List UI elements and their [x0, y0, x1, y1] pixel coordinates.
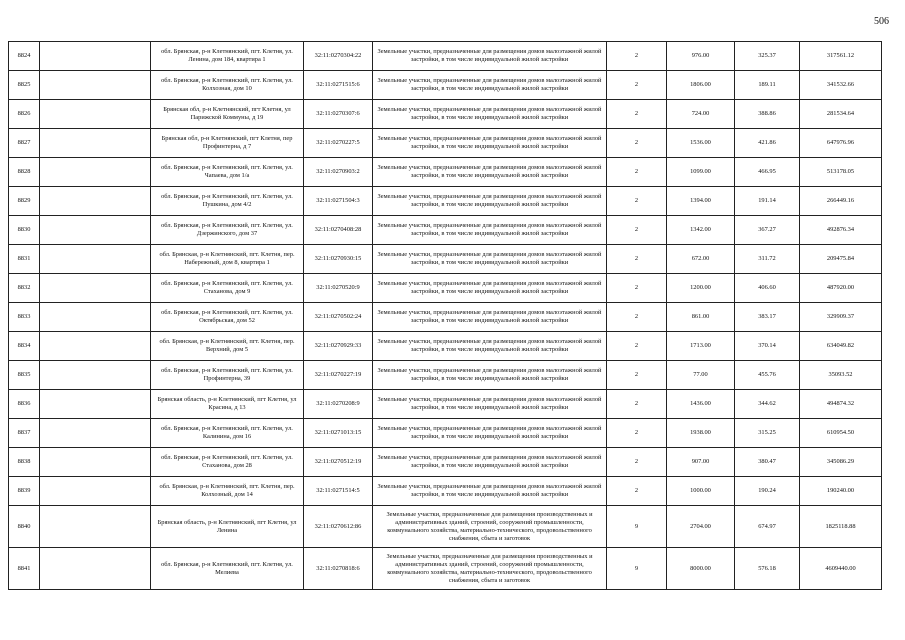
cadastral-number-cell: 32:11:0271013:15: [304, 419, 373, 448]
cadastral-value-cell: 610954.50: [800, 419, 882, 448]
unit-value-cell: 325.37: [735, 42, 800, 71]
cadastral-value-cell: 266449.16: [800, 187, 882, 216]
row-number-cell: 8841: [9, 548, 40, 590]
spacer-cell: [40, 548, 151, 590]
row-number-cell: 8840: [9, 506, 40, 548]
unit-value-cell: 315.25: [735, 419, 800, 448]
permitted-use-cell: Земельные участки, предназначенные для размещения домов малоэтажной жилой застройки, в том числе индивидуальной жилой застройки: [373, 245, 607, 274]
area-cell: 1938.00: [667, 419, 735, 448]
spacer-cell: [40, 361, 151, 390]
address-cell: обл. Брянская, р-н Клетнянский, пгт. Клетня, ул. Колхозная, дом 10: [151, 71, 304, 100]
category-cell: 2: [607, 129, 667, 158]
row-number-cell: 8831: [9, 245, 40, 274]
permitted-use-cell: Земельные участки, предназначенные для размещения домов малоэтажной жилой застройки, в том числе индивидуальной жилой застройки: [373, 216, 607, 245]
spacer-cell: [40, 390, 151, 419]
row-number-cell: 8825: [9, 71, 40, 100]
cadastral-value-cell: 190240.00: [800, 477, 882, 506]
permitted-use-cell: Земельные участки, предназначенные для размещения домов малоэтажной жилой застройки, в том числе индивидуальной жилой застройки: [373, 42, 607, 71]
area-cell: 1436.00: [667, 390, 735, 419]
category-cell: 2: [607, 274, 667, 303]
spacer-cell: [40, 71, 151, 100]
cadastral-number-cell: 32:11:0270612:86: [304, 506, 373, 548]
spacer-cell: [40, 158, 151, 187]
category-cell: 2: [607, 448, 667, 477]
category-cell: 2: [607, 390, 667, 419]
row-number-cell: 8827: [9, 129, 40, 158]
spacer-cell: [40, 332, 151, 361]
cadastral-number-cell: 32:11:0270930:15: [304, 245, 373, 274]
area-cell: 77.00: [667, 361, 735, 390]
cadastral-number-cell: 32:11:0270929:33: [304, 332, 373, 361]
cadastral-value-cell: 494874.32: [800, 390, 882, 419]
category-cell: 2: [607, 303, 667, 332]
cadastral-value-table: [8, 41, 882, 590]
spacer-cell: [40, 187, 151, 216]
unit-value-cell: 367.27: [735, 216, 800, 245]
table-row: [9, 303, 882, 332]
area-cell: 2704.00: [667, 506, 735, 548]
permitted-use-cell: Земельные участки, предназначенные для размещения домов малоэтажной жилой застройки, в том числе индивидуальной жилой застройки: [373, 303, 607, 332]
unit-value-cell: 674.97: [735, 506, 800, 548]
table-row: [9, 245, 882, 274]
cadastral-number-cell: 32:11:0270512:19: [304, 448, 373, 477]
address-cell: обл. Брянская, р-н Клетнянский, пгт. Клетня, ул. Калинина, дом 16: [151, 419, 304, 448]
table-row: [9, 548, 882, 590]
cadastral-value-cell: 4609440.00: [800, 548, 882, 590]
address-cell: Брянская область, р-н Клетнянский, пгт Клетня, ул Красина, д 13: [151, 390, 304, 419]
address-cell: обл. Брянская, р-н Клетнянский, пгт. Клетня, ул. Стаханова, дом 28: [151, 448, 304, 477]
address-cell: Брянская область, р-н Клетнянский, пгт Клетня, ул Ленина: [151, 506, 304, 548]
table-row: [9, 158, 882, 187]
permitted-use-cell: Земельные участки, предназначенные для размещения домов малоэтажной жилой застройки, в том числе индивидуальной жилой застройки: [373, 71, 607, 100]
table-body: [9, 42, 882, 590]
category-cell: 2: [607, 245, 667, 274]
table-row: [9, 332, 882, 361]
cadastral-number-cell: 32:11:0270227:19: [304, 361, 373, 390]
address-cell: обл. Брянская, р-н Клетнянский, пгт. Клетня, пер. Колхозный, дом 14: [151, 477, 304, 506]
category-cell: 2: [607, 477, 667, 506]
permitted-use-cell: Земельные участки, предназначенные для размещения домов малоэтажной жилой застройки, в том числе индивидуальной жилой застройки: [373, 361, 607, 390]
unit-value-cell: 421.86: [735, 129, 800, 158]
row-number-cell: 8836: [9, 390, 40, 419]
category-cell: 2: [607, 187, 667, 216]
area-cell: 1099.00: [667, 158, 735, 187]
row-number-cell: 8835: [9, 361, 40, 390]
cadastral-value-cell: 492876.34: [800, 216, 882, 245]
cadastral-number-cell: 32:11:0270903:2: [304, 158, 373, 187]
cadastral-value-cell: 341532.66: [800, 71, 882, 100]
category-cell: 2: [607, 100, 667, 129]
address-cell: обл. Брянская, р-н Клетнянский, пгт. Клетня, пер. Набережный, дом 8, квартира 1: [151, 245, 304, 274]
row-number-cell: 8829: [9, 187, 40, 216]
cadastral-number-cell: 32:11:0270502:24: [304, 303, 373, 332]
address-cell: обл. Брянская, р-н Клетнянский, пгт. Клетня, ул. Пушкина, дом 4/2: [151, 187, 304, 216]
row-number-cell: 8832: [9, 274, 40, 303]
area-cell: 8000.00: [667, 548, 735, 590]
table-row: [9, 187, 882, 216]
permitted-use-cell: Земельные участки, предназначенные для размещения домов малоэтажной жилой застройки, в том числе индивидуальной жилой застройки: [373, 100, 607, 129]
address-cell: обл. Брянская, р-н Клетнянский, пгт. Клетня, ул. Октябрьская, дом 52: [151, 303, 304, 332]
address-cell: обл. Брянская, р-н Клетнянский, пгт. Клетня, ул. Мелиева: [151, 548, 304, 590]
row-number-cell: 8833: [9, 303, 40, 332]
category-cell: 2: [607, 42, 667, 71]
unit-value-cell: 344.62: [735, 390, 800, 419]
unit-value-cell: 190.24: [735, 477, 800, 506]
permitted-use-cell: Земельные участки, предназначенные для размещения производственных и административных зданий, строений, сооружений промышленности, коммунального хозяйства, материально-технического, продовольственного снабжения, сбыта и заготовок: [373, 506, 607, 548]
spacer-cell: [40, 448, 151, 477]
permitted-use-cell: Земельные участки, предназначенные для размещения домов малоэтажной жилой застройки, в том числе индивидуальной жилой застройки: [373, 158, 607, 187]
page-number: 506: [874, 16, 889, 27]
table-row: [9, 448, 882, 477]
permitted-use-cell: Земельные участки, предназначенные для размещения домов малоэтажной жилой застройки, в том числе индивидуальной жилой застройки: [373, 129, 607, 158]
table-row: [9, 71, 882, 100]
spacer-cell: [40, 245, 151, 274]
area-cell: 861.00: [667, 303, 735, 332]
cadastral-value-cell: 1825118.88: [800, 506, 882, 548]
address-cell: обл. Брянская, р-н Клетнянский, пгт. Клетня, ул. Ленина, дом 184, квартира 1: [151, 42, 304, 71]
cadastral-value-cell: 329909.37: [800, 303, 882, 332]
cadastral-value-cell: 281534.64: [800, 100, 882, 129]
area-cell: 1806.00: [667, 71, 735, 100]
table-row: [9, 477, 882, 506]
row-number-cell: 8826: [9, 100, 40, 129]
area-cell: 1394.00: [667, 187, 735, 216]
table-row: [9, 129, 882, 158]
spacer-cell: [40, 42, 151, 71]
spacer-cell: [40, 216, 151, 245]
spacer-cell: [40, 419, 151, 448]
row-number-cell: 8834: [9, 332, 40, 361]
row-number-cell: 8824: [9, 42, 40, 71]
address-cell: Брянская обл, р-н Клетнянский, пгт Клетня, ул Парижской Коммуны, д 19: [151, 100, 304, 129]
area-cell: 1000.00: [667, 477, 735, 506]
row-number-cell: 8830: [9, 216, 40, 245]
permitted-use-cell: Земельные участки, предназначенные для размещения производственных и административных зданий, строений, сооружений промышленности, коммунального хозяйства, материально-технического, продовольственного снабжения, сбыта и заготовок: [373, 548, 607, 590]
cadastral-value-cell: 634049.82: [800, 332, 882, 361]
area-cell: 1200.00: [667, 274, 735, 303]
cadastral-number-cell: 32:11:0270227:5: [304, 129, 373, 158]
unit-value-cell: 406.60: [735, 274, 800, 303]
table-row: [9, 506, 882, 548]
permitted-use-cell: Земельные участки, предназначенные для размещения домов малоэтажной жилой застройки, в том числе индивидуальной жилой застройки: [373, 448, 607, 477]
row-number-cell: 8839: [9, 477, 40, 506]
unit-value-cell: 388.86: [735, 100, 800, 129]
permitted-use-cell: Земельные участки, предназначенные для размещения домов малоэтажной жилой застройки, в том числе индивидуальной жилой застройки: [373, 419, 607, 448]
category-cell: 2: [607, 419, 667, 448]
cadastral-number-cell: 32:11:0271515:6: [304, 71, 373, 100]
category-cell: 2: [607, 158, 667, 187]
cadastral-number-cell: 32:11:0271504:3: [304, 187, 373, 216]
cadastral-number-cell: 32:11:0271514:5: [304, 477, 373, 506]
cadastral-number-cell: 32:11:0270307:6: [304, 100, 373, 129]
category-cell: 9: [607, 506, 667, 548]
area-cell: 672.00: [667, 245, 735, 274]
address-cell: Брянская обл, р-н Клетнянский, пгт Клетня, пер Профинтерна, д 7: [151, 129, 304, 158]
permitted-use-cell: Земельные участки, предназначенные для размещения домов малоэтажной жилой застройки, в том числе индивидуальной жилой застройки: [373, 332, 607, 361]
cadastral-number-cell: 32:11:0270208:9: [304, 390, 373, 419]
unit-value-cell: 383.17: [735, 303, 800, 332]
cadastral-value-cell: 345086.29: [800, 448, 882, 477]
table-row: [9, 361, 882, 390]
table-row: [9, 419, 882, 448]
address-cell: обл. Брянская, р-н Клетнянский, пгт. Клетня, ул. Стаханова, дом 9: [151, 274, 304, 303]
unit-value-cell: 466.95: [735, 158, 800, 187]
unit-value-cell: 576.18: [735, 548, 800, 590]
row-number-cell: 8838: [9, 448, 40, 477]
table-row: [9, 216, 882, 245]
permitted-use-cell: Земельные участки, предназначенные для размещения домов малоэтажной жилой застройки, в том числе индивидуальной жилой застройки: [373, 274, 607, 303]
permitted-use-cell: Земельные участки, предназначенные для размещения домов малоэтажной жилой застройки, в том числе индивидуальной жилой застройки: [373, 390, 607, 419]
permitted-use-cell: Земельные участки, предназначенные для размещения домов малоэтажной жилой застройки, в том числе индивидуальной жилой застройки: [373, 477, 607, 506]
address-cell: обл. Брянская, р-н Клетнянский, пгт. Клетня, ул. Профинтерна, 39: [151, 361, 304, 390]
area-cell: 1713.00: [667, 332, 735, 361]
area-cell: 1342.00: [667, 216, 735, 245]
spacer-cell: [40, 303, 151, 332]
unit-value-cell: 191.14: [735, 187, 800, 216]
address-cell: обл. Брянская, р-н Клетнянский, пгт. Клетня, ул. Чапаева, дом 1/а: [151, 158, 304, 187]
area-cell: 907.00: [667, 448, 735, 477]
cadastral-value-cell: 35093.52: [800, 361, 882, 390]
table-row: [9, 42, 882, 71]
unit-value-cell: 311.72: [735, 245, 800, 274]
table-row: [9, 100, 882, 129]
address-cell: обл. Брянская, р-н Клетнянский, пгт. Клетня, пер. Верхний, дом 5: [151, 332, 304, 361]
permitted-use-cell: Земельные участки, предназначенные для размещения домов малоэтажной жилой застройки, в том числе индивидуальной жилой застройки: [373, 187, 607, 216]
category-cell: 2: [607, 216, 667, 245]
unit-value-cell: 455.76: [735, 361, 800, 390]
cadastral-number-cell: 32:11:0270818:6: [304, 548, 373, 590]
cadastral-value-cell: 647976.96: [800, 129, 882, 158]
category-cell: 2: [607, 71, 667, 100]
area-cell: 1536.00: [667, 129, 735, 158]
cadastral-value-cell: 487920.00: [800, 274, 882, 303]
spacer-cell: [40, 274, 151, 303]
unit-value-cell: 380.47: [735, 448, 800, 477]
area-cell: 724.00: [667, 100, 735, 129]
unit-value-cell: 370.14: [735, 332, 800, 361]
row-number-cell: 8837: [9, 419, 40, 448]
category-cell: 2: [607, 332, 667, 361]
table-row: [9, 274, 882, 303]
cadastral-number-cell: 32:11:0270520:9: [304, 274, 373, 303]
category-cell: 2: [607, 361, 667, 390]
spacer-cell: [40, 506, 151, 548]
row-number-cell: 8828: [9, 158, 40, 187]
cadastral-number-cell: 32:11:0270304:22: [304, 42, 373, 71]
cadastral-value-cell: 209475.84: [800, 245, 882, 274]
unit-value-cell: 189.11: [735, 71, 800, 100]
spacer-cell: [40, 100, 151, 129]
area-cell: 976.00: [667, 42, 735, 71]
cadastral-number-cell: 32:11:0270408:28: [304, 216, 373, 245]
cadastral-value-cell: 513178.05: [800, 158, 882, 187]
address-cell: обл. Брянская, р-н Клетнянский, пгт. Клетня, ул. Дзержинского, дом 37: [151, 216, 304, 245]
category-cell: 9: [607, 548, 667, 590]
table-row: [9, 390, 882, 419]
spacer-cell: [40, 477, 151, 506]
cadastral-value-cell: 317561.12: [800, 42, 882, 71]
spacer-cell: [40, 129, 151, 158]
